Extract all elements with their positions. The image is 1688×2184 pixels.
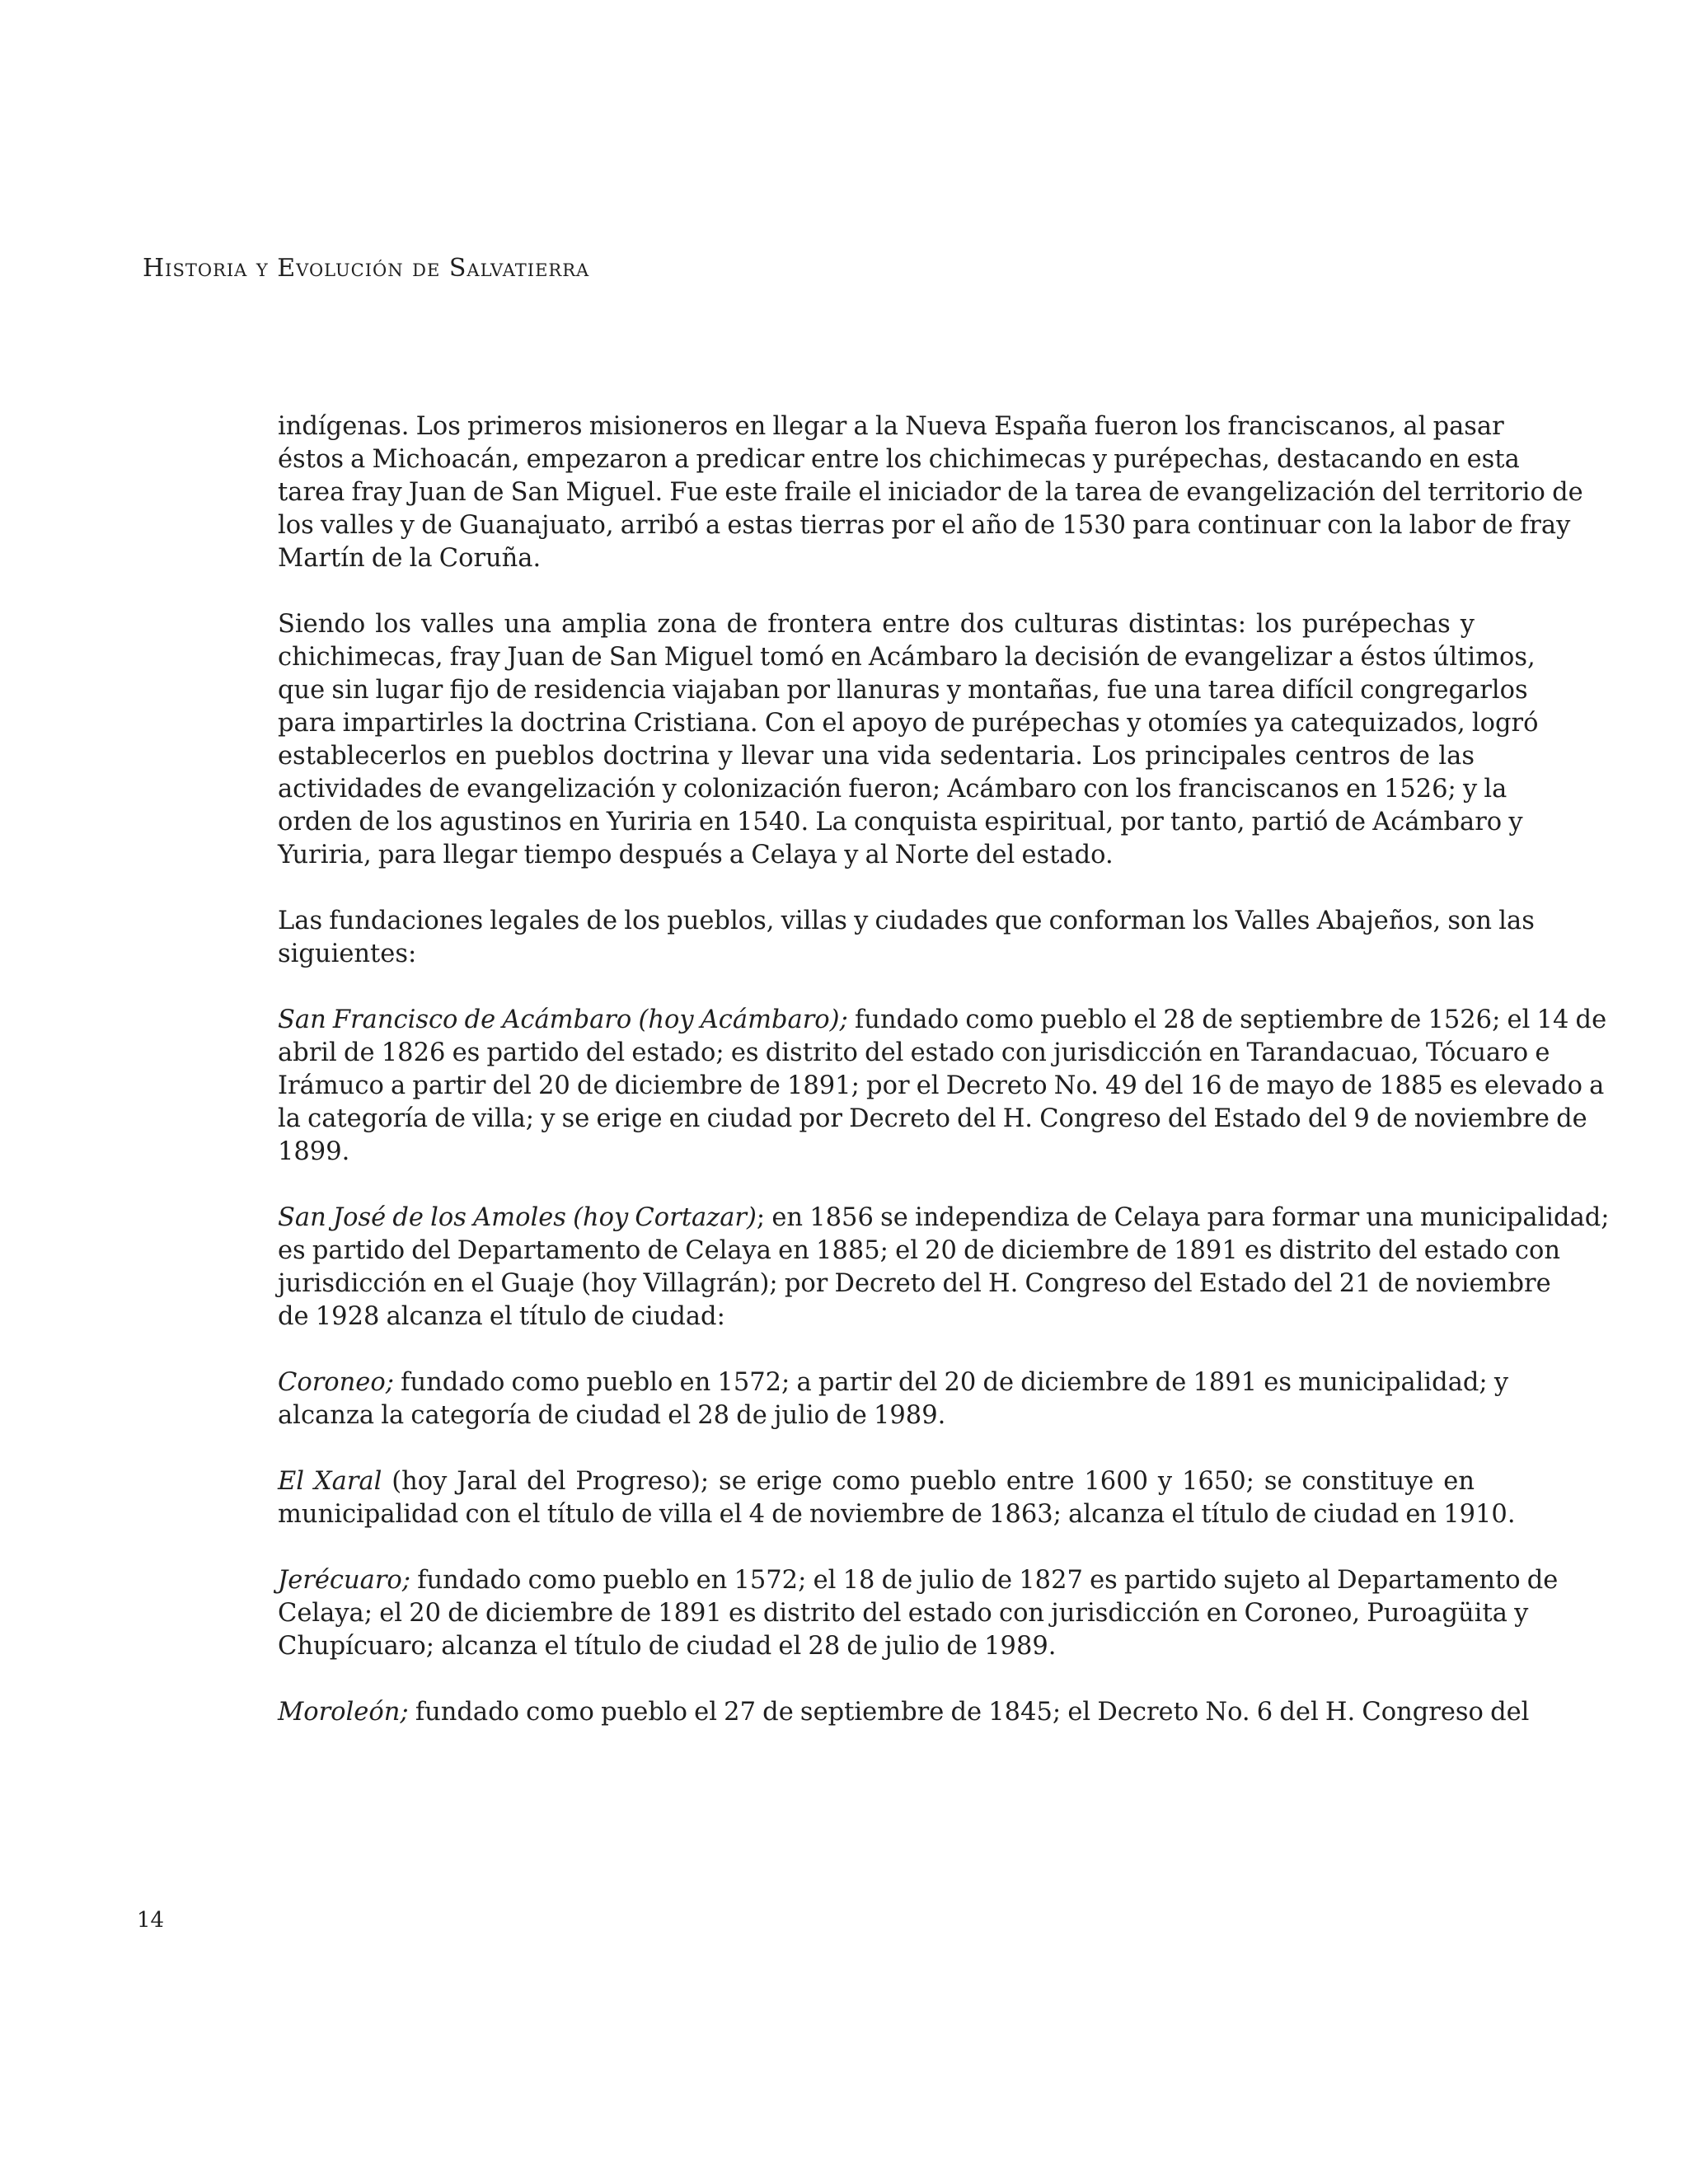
text-line: [278, 509, 1571, 542]
running-header: Historia y Evolución de Salvatierra: [143, 254, 590, 283]
place-name: San José de los Amoles (hoy Cortazar): [278, 1203, 757, 1232]
text-line: [278, 1696, 1530, 1729]
text-run: alcanza la categoría de ciudad el 28 de julio de 1989.: [278, 1401, 946, 1430]
body-text: [278, 410, 1610, 1762]
text-line: [278, 806, 1523, 839]
page-number: 14: [137, 1908, 165, 1933]
text-line: [278, 1235, 1561, 1268]
text-run: la categoría de villa; y se erige en ciudad por Decreto del H. Congreso del Estado del 9 de noviembre de: [278, 1104, 1587, 1133]
text-run: fundado como pueblo el 27 de septiembre de 1845; el Decreto No. 6 del H. Congreso del: [408, 1698, 1530, 1727]
text-line: [278, 1630, 1475, 1663]
text-line: [278, 1202, 1610, 1235]
body-paragraph: [278, 1465, 1516, 1531]
text-line: [278, 905, 1535, 938]
text-run: tarea fray Juan de San Miguel. Fue este fraile el iniciador de la tarea de evangelización del territorio de: [278, 478, 1583, 507]
text-run: abril de 1826 es partido del estado; es distrito del estado con jurisdicción en Tarandacuao, Tócuaro e: [278, 1038, 1550, 1067]
text-line: [278, 1037, 1550, 1070]
text-line: [278, 443, 1520, 476]
body-paragraph: [278, 1366, 1509, 1432]
text-run: éstos a Michoacán, empezaron a predicar entre los chichimecas y purépechas, destacando en esta: [278, 445, 1520, 474]
text-run: Celaya; el 20 de diciembre de 1891 es distrito del estado con jurisdicción en Coroneo, Puroagüita y: [278, 1599, 1529, 1628]
text-line: [278, 1465, 1475, 1498]
text-run: es partido del Departamento de Celaya en 1885; el 20 de diciembre de 1891 es distrito del estado con: [278, 1236, 1561, 1265]
text-run: indígenas. Los primeros misioneros en llegar a la Nueva España fueron los franciscanos, al pasar: [278, 412, 1504, 441]
text-line: [278, 1366, 1509, 1399]
place-name: Coroneo;: [278, 1368, 394, 1397]
body-paragraph: [278, 1202, 1610, 1333]
text-line: [278, 1597, 1529, 1630]
text-line: [278, 608, 1475, 641]
body-paragraph: [278, 905, 1535, 971]
text-run: fundado como pueblo el 28 de septiembre de 1526; el 14 de: [847, 1005, 1607, 1034]
body-paragraph: [278, 1564, 1559, 1663]
text-line: [278, 1268, 1551, 1301]
text-line: [278, 1301, 1475, 1333]
text-line: [278, 1070, 1605, 1103]
text-line: [278, 740, 1475, 773]
text-run: ; en 1856 se independiza de Celaya para formar una municipalidad;: [756, 1203, 1610, 1232]
text-line: [278, 1136, 1475, 1169]
text-run: municipalidad con el título de villa el 4 de noviembre de 1863; alcanza el título de ciudad en 1910.: [278, 1500, 1516, 1529]
text-line: [278, 1004, 1607, 1037]
text-run: siguientes:: [278, 940, 417, 968]
text-run: que sin lugar fijo de residencia viajaban por llanuras y montañas, fue una tarea difícil congregarlos: [278, 676, 1528, 705]
text-line: [278, 542, 1475, 575]
body-paragraph: [278, 608, 1539, 872]
place-name: San Francisco de Acámbaro (hoy Acámbaro);: [278, 1005, 848, 1034]
text-run: establecerlos en pueblos doctrina y llevar una vida sedentaria. Los principales centros de las: [278, 742, 1475, 771]
text-line: [278, 1498, 1516, 1531]
text-run: Las fundaciones legales de los pueblos, villas y ciudades que conforman los Valles Abajeños, son las: [278, 907, 1535, 935]
place-name: El Xaral: [278, 1467, 382, 1496]
text-run: los valles y de Guanajuato, arribó a estas tierras por el año de 1530 para continuar con la labor de fray: [278, 511, 1571, 540]
text-run: jurisdicción en el Guaje (hoy Villagrán); por Decreto del H. Congreso del Estado del 21 de noviembre: [278, 1269, 1551, 1298]
text-run: 1899.: [278, 1137, 350, 1166]
text-run: Irámuco a partir del 20 de diciembre de 1891; por el Decreto No. 49 del 16 de mayo de 1885 es elevado a: [278, 1071, 1605, 1100]
text-run: orden de los agustinos en Yuriria en 1540. La conquista espiritual, por tanto, partió de Acámbaro y: [278, 808, 1523, 837]
text-run: actividades de evangelización y colonización fueron; Acámbaro con los franciscanos en 1526; y la: [278, 775, 1507, 804]
text-run: Siendo los valles una amplia zona de frontera entre dos culturas distintas: los purépechas y: [278, 610, 1475, 639]
body-paragraph: [278, 410, 1583, 575]
text-line: [278, 1399, 1475, 1432]
text-run: Chupícuaro; alcanza el título de ciudad el 28 de julio de 1989.: [278, 1632, 1057, 1661]
text-run: para impartirles la doctrina Cristiana. Con el apoyo de purépechas y otomíes ya catequizados, logró: [278, 709, 1539, 738]
text-run: fundado como pueblo en 1572; a partir del 20 de diciembre de 1891 es municipalidad; y: [393, 1368, 1509, 1397]
text-line: [278, 839, 1475, 872]
text-line: [278, 938, 1475, 971]
place-name: Moroleón;: [278, 1698, 409, 1727]
body-paragraph: [278, 1696, 1530, 1729]
text-run: de 1928 alcanza el título de ciudad:: [278, 1302, 725, 1331]
text-run: (hoy Jaral del Progreso); se erige como pueblo entre 1600 y 1650; se constituye en: [382, 1467, 1475, 1496]
body-paragraph: [278, 1004, 1607, 1169]
text-line: [278, 773, 1507, 806]
text-run: Yuriria, para llegar tiempo después a Celaya y al Norte del estado.: [278, 841, 1114, 869]
text-line: [278, 476, 1583, 509]
text-line: [278, 410, 1504, 443]
place-name: Jerécuaro;: [278, 1566, 411, 1595]
text-line: [278, 1564, 1559, 1597]
text-run: Martín de la Coruña.: [278, 544, 542, 573]
text-line: [278, 1103, 1587, 1136]
text-run: fundado como pueblo en 1572; el 18 de julio de 1827 es partido sujeto al Departamento de: [410, 1566, 1559, 1595]
text-line: [278, 674, 1528, 707]
text-line: [278, 707, 1539, 740]
text-run: chichimecas, fray Juan de San Miguel tomó en Acámbaro la decisión de evangelizar a éstos últimos,: [278, 643, 1536, 672]
text-line: [278, 641, 1536, 674]
